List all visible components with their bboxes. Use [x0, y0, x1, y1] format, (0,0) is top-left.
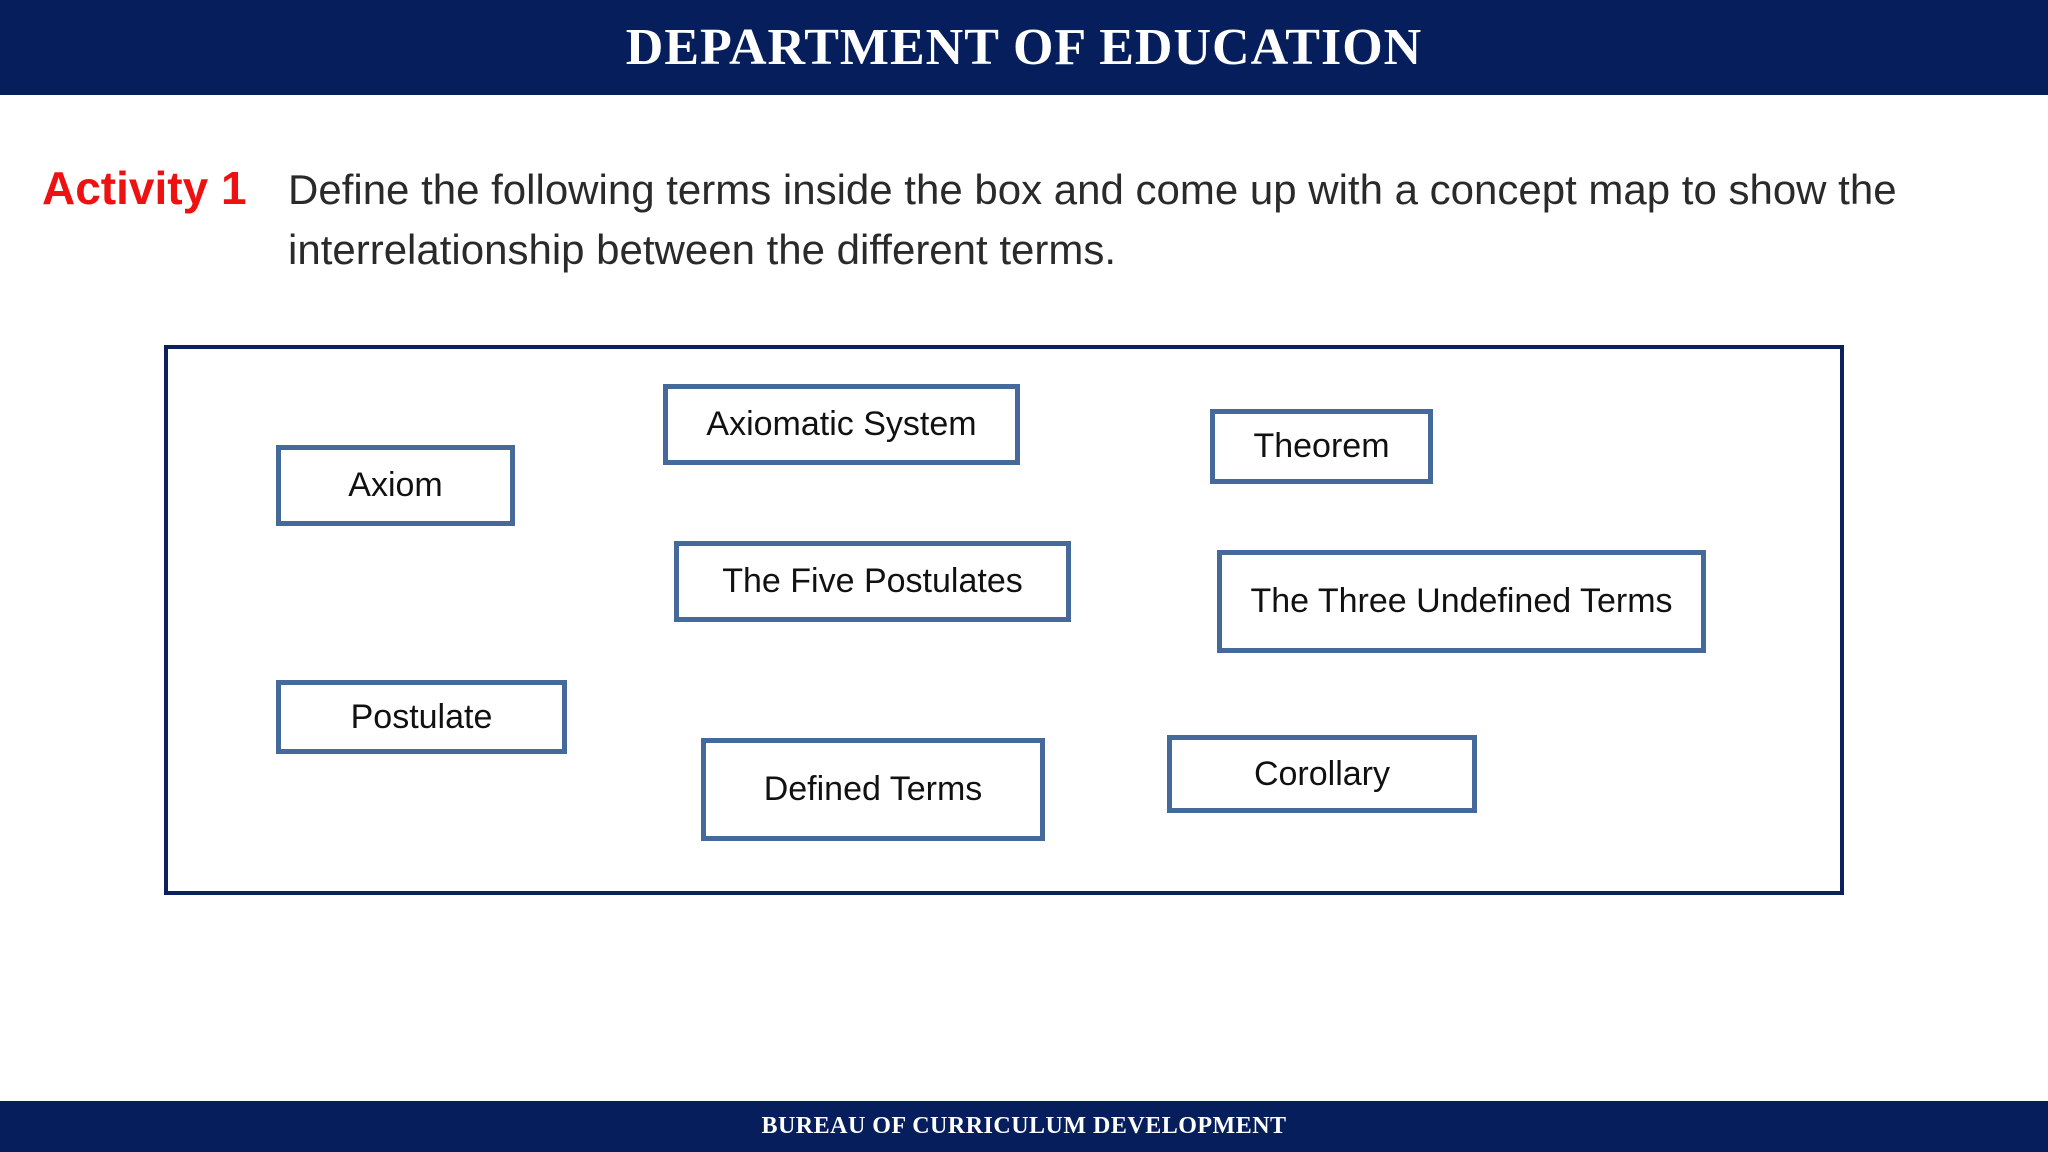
instruction-line-1: Define the following terms inside the box and come up with a concept map to show the — [288, 166, 1897, 213]
header-title: DEPARTMENT OF EDUCATION — [625, 19, 1423, 76]
term-label: Theorem — [1253, 427, 1390, 465]
footer-title: BUREAU OF CURRICULUM DEVELOPMENT — [761, 1113, 1287, 1139]
term-label: Postulate — [350, 697, 493, 736]
activity-instructions — [288, 160, 2028, 280]
term-box-defined-terms — [701, 738, 1045, 841]
term-box-postulate — [276, 680, 567, 754]
term-box-three-undefined-terms — [1217, 550, 1706, 653]
footer-bar — [0, 1101, 2048, 1152]
term-label: Defined Terms — [763, 770, 983, 808]
activity-label: Activity 1 — [42, 162, 247, 214]
term-label: Axiomatic System — [706, 405, 977, 443]
header-bar — [0, 0, 2048, 95]
term-box-axiom — [276, 445, 515, 526]
term-label: Axiom — [348, 466, 443, 504]
term-box-corollary — [1167, 735, 1477, 813]
term-box-theorem — [1210, 409, 1433, 484]
term-box-axiomatic-system — [663, 384, 1020, 465]
term-box-five-postulates — [674, 541, 1071, 622]
term-label: The Three Undefined Terms — [1250, 582, 1673, 620]
term-label: The Five Postulates — [722, 562, 1023, 600]
instruction-line-2: interrelationship between the different terms. — [288, 226, 1117, 273]
term-label: Corollary — [1253, 754, 1391, 793]
